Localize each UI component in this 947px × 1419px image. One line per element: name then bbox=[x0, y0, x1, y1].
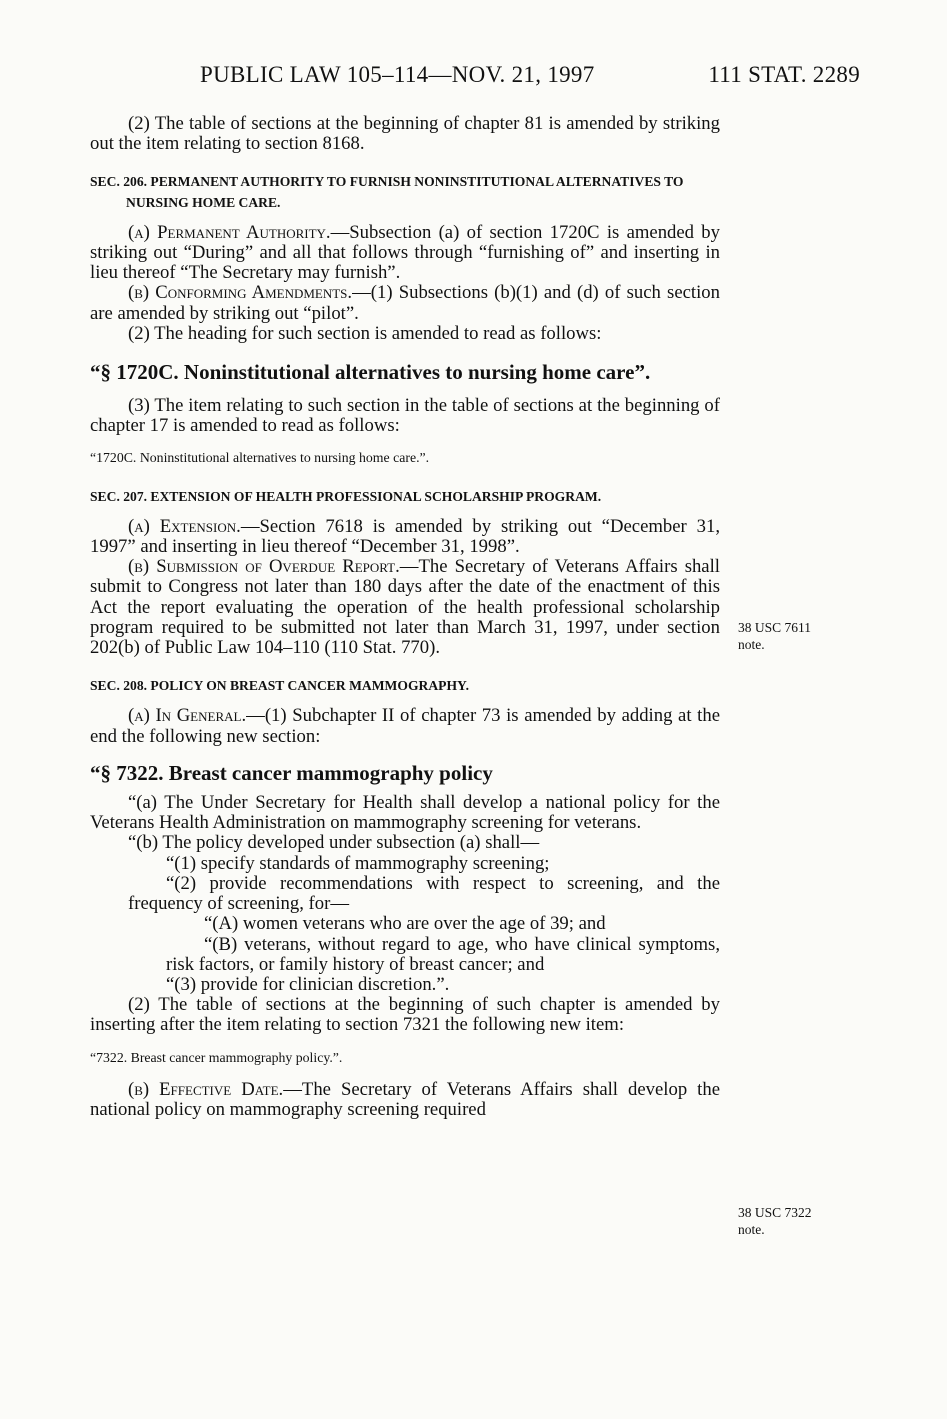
subsection-label: (b) Conforming Amendments. bbox=[128, 282, 353, 304]
paragraph bbox=[90, 557, 720, 658]
margin-note-line: 38 USC 7322 bbox=[738, 1205, 812, 1220]
header-stat-page: 111 STAT. 2289 bbox=[708, 62, 860, 87]
subsection-label: (b) Submission of Overdue Report. bbox=[128, 556, 400, 578]
subsection-label: (a) Extension. bbox=[128, 515, 241, 537]
quoted-paragraph: “(1) specify standards of mammography screening; bbox=[166, 852, 550, 874]
subsection-text: —The Secretary of Veterans Affairs shall develop the national policy on mammography screening required bbox=[90, 1078, 721, 1120]
page-header bbox=[200, 62, 860, 98]
table-item: “7322. Breast cancer mammography policy.”. bbox=[90, 1049, 343, 1065]
quoted-paragraph: “(3) provide for clinician discretion.”. bbox=[166, 973, 450, 995]
header-citation: PUBLIC LAW 105–114—NOV. 21, 1997 bbox=[200, 62, 595, 87]
subsection-label: (a) Permanent Authority. bbox=[128, 221, 331, 243]
margin-note-line: note. bbox=[738, 637, 765, 652]
subsection-text: —Subsection (a) of section 1720C is amended by striking out “During” and all that follows through “furnishing of” and inserting in lieu thereof “The Secretary may furnish”. bbox=[90, 221, 720, 284]
subsection-text: —(1) Subsections (b)(1) and (d) of such section are amended by striking out “pilot”. bbox=[90, 282, 720, 324]
subsection-label: (a) In General. bbox=[128, 705, 247, 727]
body-column bbox=[90, 114, 720, 1120]
table-item: “1720C. Noninstitutional alternatives to nursing home care.”. bbox=[90, 450, 430, 466]
paragraph bbox=[90, 223, 720, 284]
paragraph: (3) The item relating to such section in the table of sections at the beginning of chapter 17 is amended to read as follows: bbox=[90, 395, 720, 437]
subsection-text: —Section 7618 is amended by striking out “December 31, 1997” and inserting in lieu thereof “December 31, 1998”. bbox=[90, 515, 720, 558]
quoted-paragraph: “(A) women veterans who are over the age of 39; and bbox=[204, 913, 606, 935]
inserted-section-heading: “§ 7322. Breast cancer mammography policy bbox=[90, 760, 493, 785]
margin-note-line: note. bbox=[738, 1222, 765, 1237]
paragraph bbox=[90, 1080, 720, 1120]
quoted-paragraph: “(2) provide recommendations with respect to screening, and the frequency of screening, for— bbox=[128, 872, 720, 915]
paragraph: (2) The table of sections at the beginning of such chapter is amended by inserting after the item relating to section 7321 the following new item: bbox=[90, 994, 720, 1036]
paragraph: (2) The heading for such section is amended to read as follows: bbox=[128, 322, 602, 344]
margin-note-usc-7611 bbox=[738, 619, 811, 653]
paragraph bbox=[90, 283, 720, 323]
subsection-label: (b) Effective Date. bbox=[128, 1078, 284, 1100]
inserted-section-heading: “§ 1720C. Noninstitutional alternatives to nursing home care”. bbox=[90, 360, 651, 385]
paragraph bbox=[90, 706, 720, 746]
paragraph: (2) The table of sections at the beginning of chapter 81 is amended by striking out the item relating to section 8168. bbox=[90, 113, 720, 155]
quoted-paragraph: “(a) The Under Secretary for Health shall develop a national policy for the Veterans Health Administration on mammography screening for veterans. bbox=[90, 792, 720, 834]
subsection-text: —The Secretary of Veterans Affairs shall submit to Congress not later than 180 days after the date of the enactment of this Act the report evaluating the operation of the health professional scholarship program required to be submitted not later than March 31, 1997, under section 202(b) of Public Law 104–110 (110 Stat. 770). bbox=[90, 556, 720, 659]
section-heading-206: SEC. 206. PERMANENT AUTHORITY TO FURNISH NONINSTITUTIONAL ALTERNATIVES TO NURSING HOME CARE. bbox=[90, 174, 684, 210]
margin-note-line: 38 USC 7611 bbox=[738, 620, 812, 635]
paragraph bbox=[90, 517, 720, 557]
section-heading-207: SEC. 207. EXTENSION OF HEALTH PROFESSIONAL SCHOLARSHIP PROGRAM. bbox=[90, 488, 602, 504]
margin-note-usc-7322 bbox=[738, 1204, 812, 1238]
subsection-text: —(1) Subchapter II of chapter 73 is amended by adding at the end the following new section: bbox=[90, 705, 720, 747]
quoted-paragraph: “(B) veterans, without regard to age, who have clinical symptoms, risk factors, or family history of breast cancer; and bbox=[166, 933, 720, 975]
quoted-paragraph: “(b) The policy developed under subsection (a) shall— bbox=[128, 832, 540, 854]
section-heading-208: SEC. 208. POLICY ON BREAST CANCER MAMMOGRAPHY. bbox=[90, 678, 470, 694]
